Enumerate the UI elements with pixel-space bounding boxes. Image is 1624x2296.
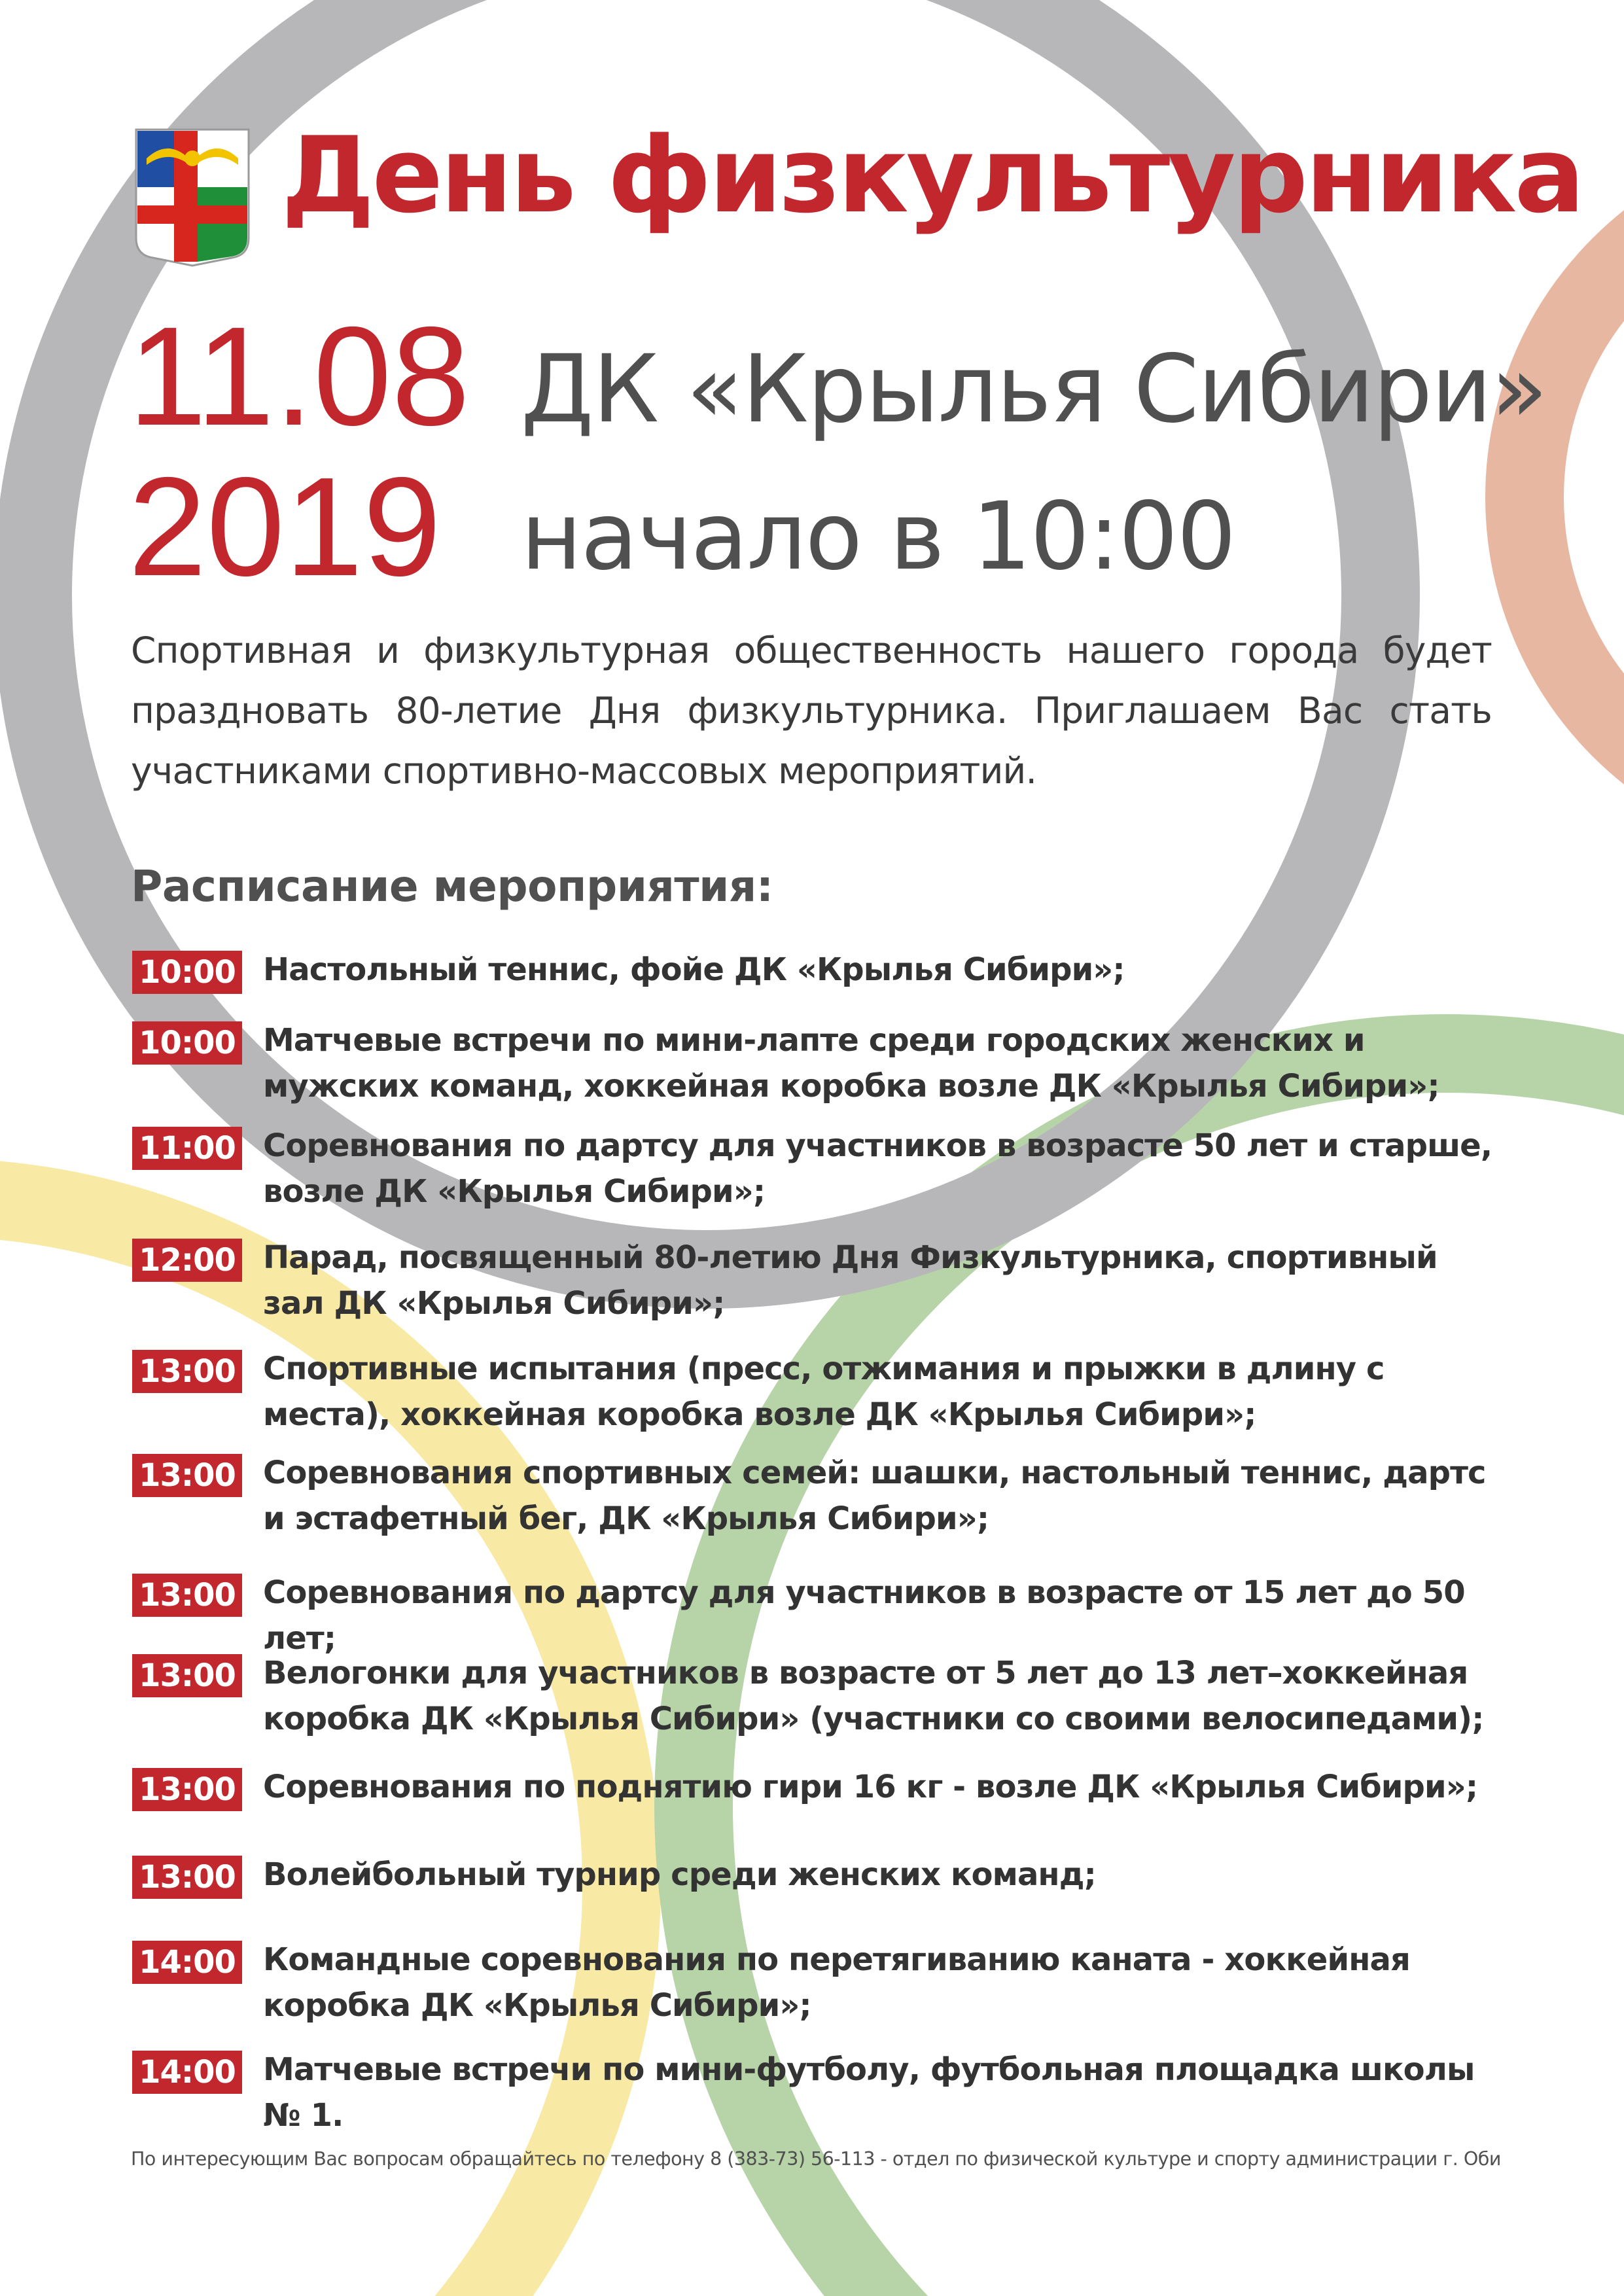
schedule-description: Спортивные испытания (пресс, отжимания и прыжки в длину с места), хоккейная коробка возле ДК «Крылья Сибири»;: [263, 1351, 1385, 1433]
schedule-time-badge: 13:00: [132, 1574, 242, 1617]
schedule-description: Соревнования по дартсу для участников в возрасте 50 лет и старше, возле ДК «Крылья Сибири»;: [263, 1127, 1492, 1210]
schedule-description: Соревнования по поднятию гири 16 кг - возле ДК «Крылья Сибири»;: [263, 1769, 1478, 1805]
schedule-time-badge: 13:00: [132, 1856, 242, 1899]
event-venue: ДК «Крылья Сибири»: [521, 334, 1547, 444]
schedule-description: Волейбольный турнир среди женских команд;: [263, 1856, 1096, 1893]
event-date-year: 2019: [128, 448, 442, 605]
page-title: День физкультурника: [281, 114, 1583, 236]
event-start-time: начало в 10:00: [521, 482, 1235, 591]
schedule-description: Соревнования спортивных семей: шашки, настольный теннис, дартс и эстафетный бег, ДК «Крылья Сибири»;: [263, 1455, 1486, 1537]
schedule-time-badge: 13:00: [132, 1350, 242, 1393]
schedule-description: Матчевые встречи по мини-футболу, футбольная площадка школы № 1.: [263, 2051, 1475, 2134]
schedule-time-badge: 14:00: [132, 1941, 242, 1984]
schedule-description: Командные соревнования по перетягиванию каната - хоккейная коробка ДК «Крылья Сибири»;: [263, 1941, 1410, 2024]
schedule-time-badge: 11:00: [132, 1127, 242, 1170]
schedule-description: Соревнования по дартсу для участников в возрасте от 15 лет до 50 лет;: [263, 1574, 1465, 1657]
schedule-description: Парад, посвященный 80-летию Дня Физкультурника, спортивный зал ДК «Крылья Сибири»;: [263, 1239, 1438, 1322]
schedule-description: Велогонки для участников в возрасте от 5 лет до 13 лет–хоккейная коробка ДК «Крылья Сибири» (участники со своими велосипедами);: [263, 1655, 1484, 1737]
event-date-day: 11.08: [128, 297, 470, 455]
schedule-description: Матчевые встречи по мини-лапте среди городских женских и мужских команд, хоккейная коробка возле ДК «Крылья Сибири»;: [263, 1022, 1439, 1104]
schedule-time-badge: 10:00: [132, 951, 242, 994]
schedule-time-badge: 14:00: [132, 2051, 242, 2094]
pink-ring: [1525, 170, 1624, 824]
contact-footer: По интересующим Вас вопросам обращайтесь по телефону 8 (383-73) 56-113 - отдел по физической культуре и спорту администрации г. Оби: [131, 2148, 1501, 2170]
city-coat-of-arms-icon: [133, 127, 251, 268]
schedule-time-badge: 10:00: [132, 1021, 242, 1065]
schedule-time-badge: 12:00: [132, 1239, 242, 1282]
schedule-time-badge: 13:00: [132, 1454, 242, 1497]
schedule-heading: Расписание мероприятия:: [131, 861, 773, 911]
schedule-description: Настольный теннис, фойе ДК «Крылья Сибири»;: [263, 951, 1125, 988]
schedule-time-badge: 13:00: [132, 1654, 242, 1697]
schedule-time-badge: 13:00: [132, 1768, 242, 1811]
intro-paragraph: Спортивная и физкультурная общественность нашего города будет праздновать 80-летие Дня физкультурника. Приглашаем Вас стать участниками спортивно-массовых мероприятий.: [131, 629, 1492, 792]
